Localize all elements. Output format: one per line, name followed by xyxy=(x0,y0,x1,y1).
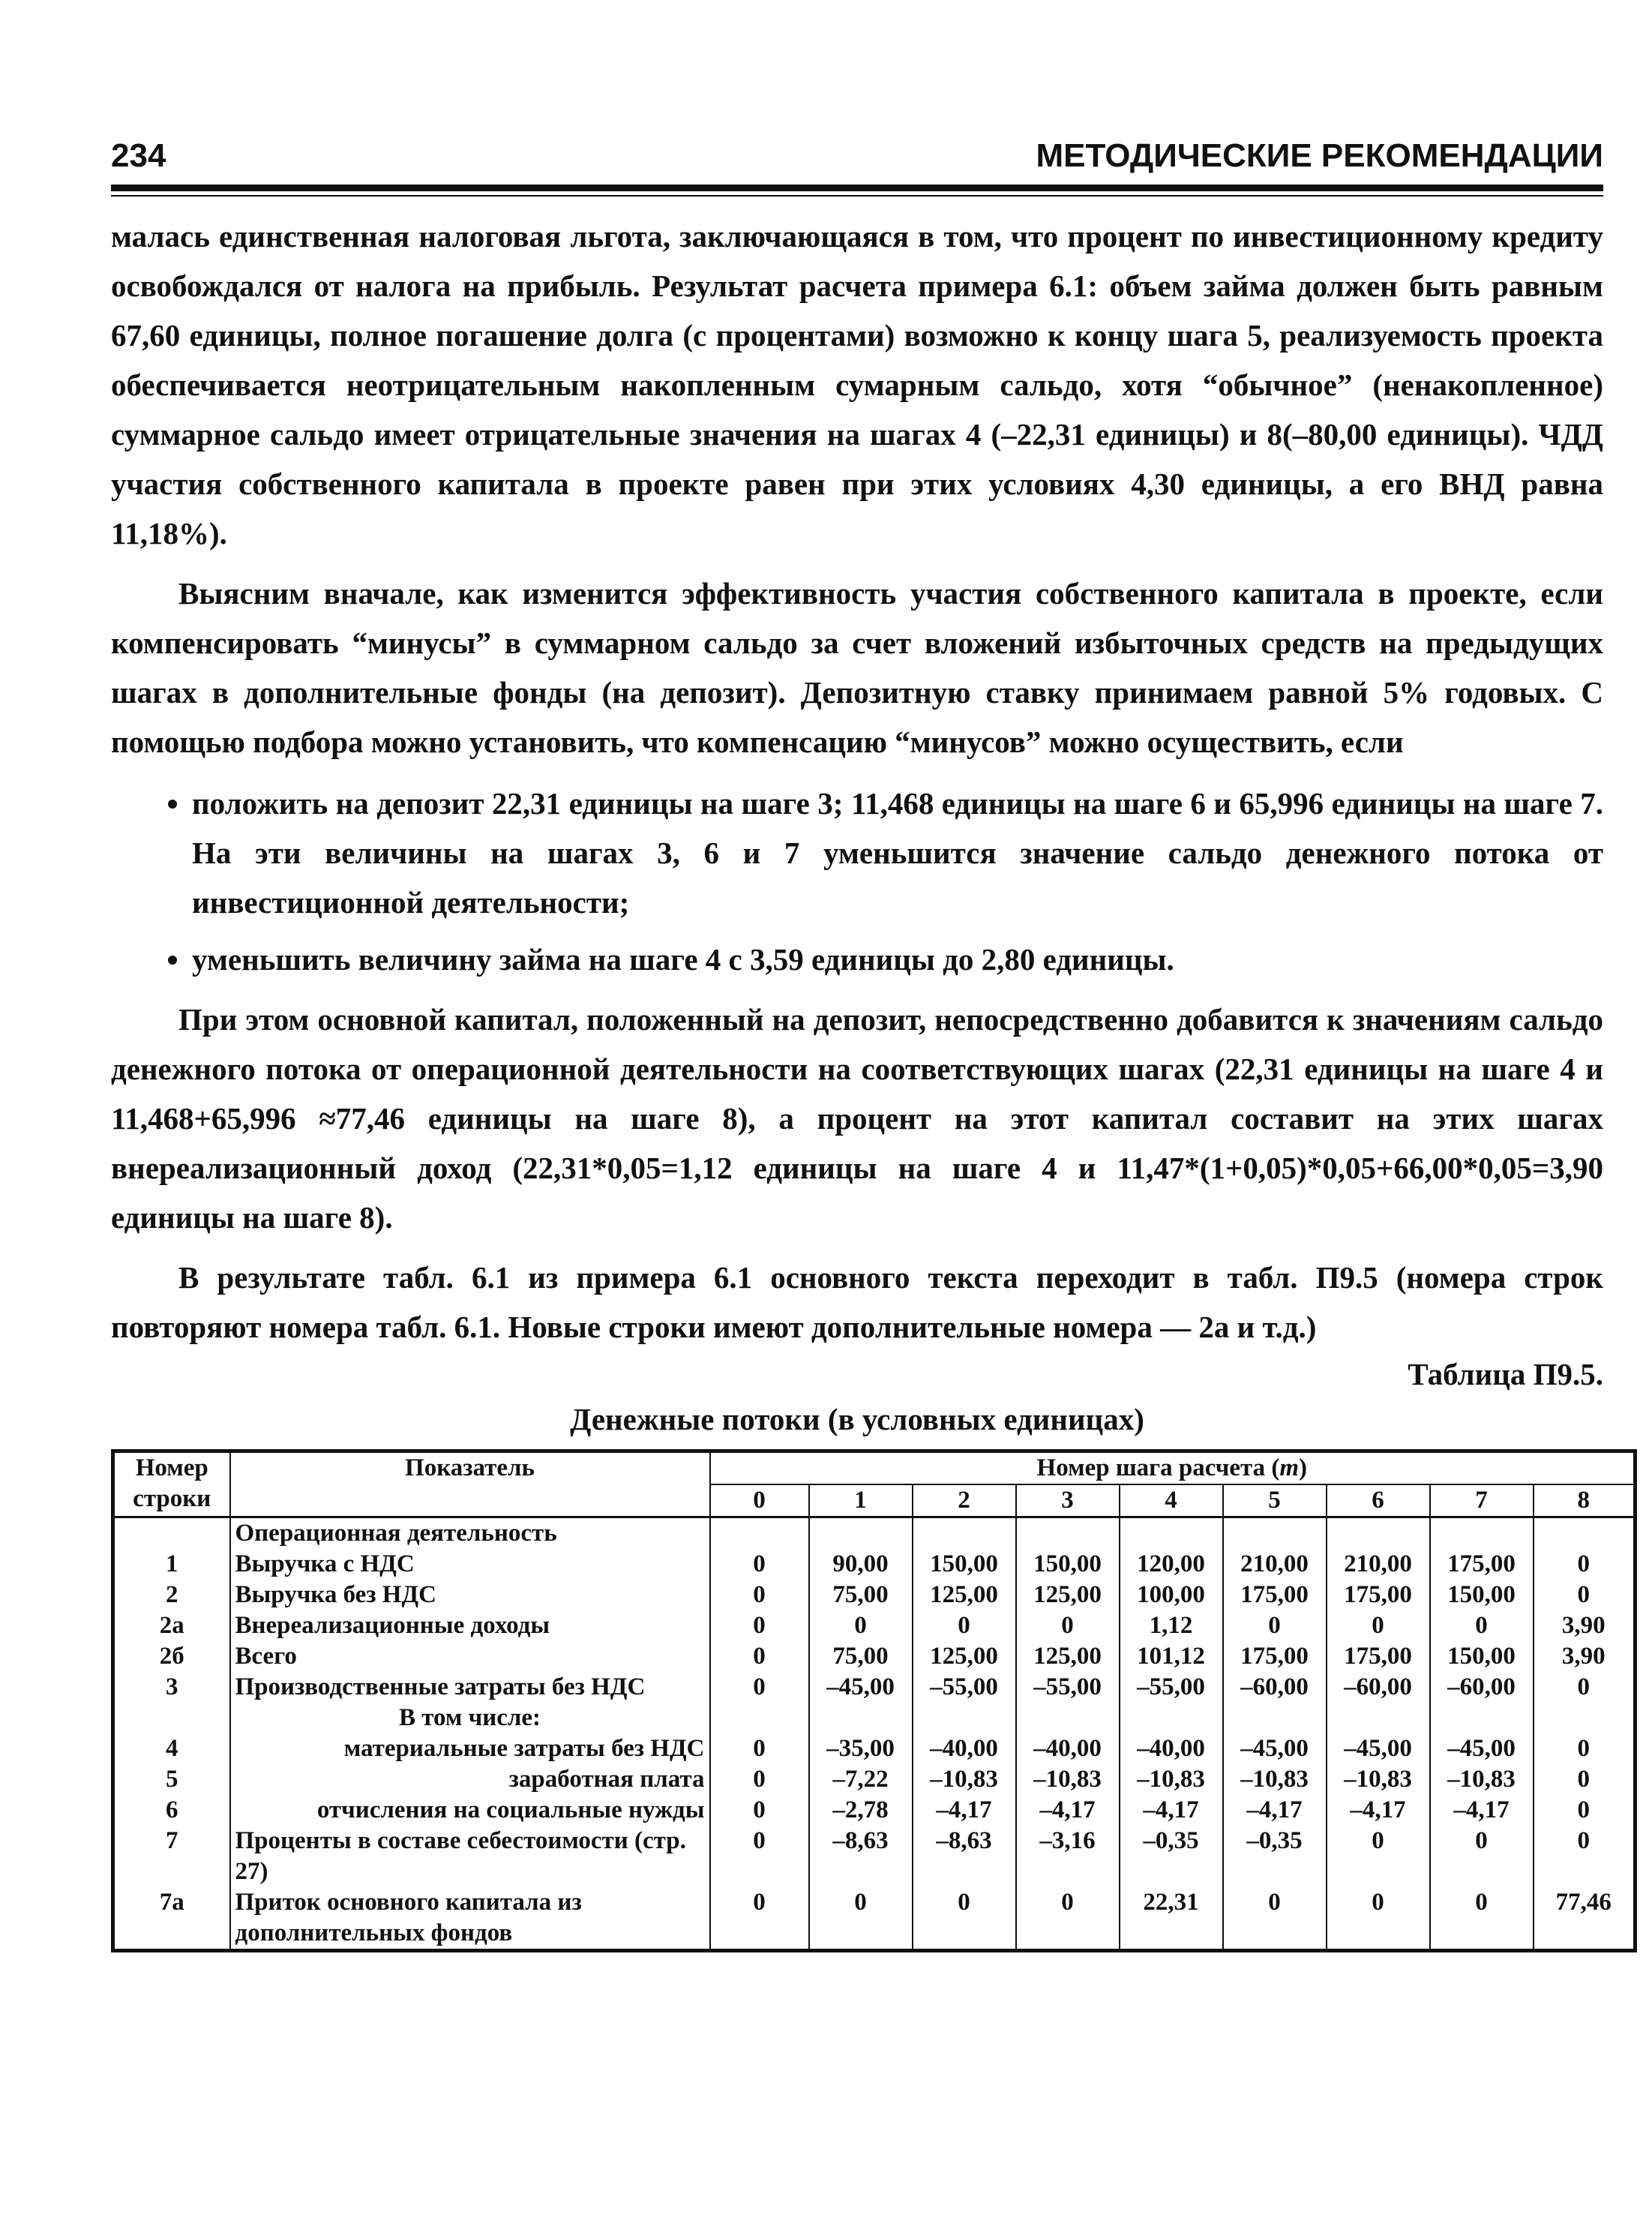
row-number: 3 xyxy=(113,1672,230,1703)
cell-value xyxy=(1430,1517,1534,1550)
cell-value: 150,00 xyxy=(913,1549,1016,1580)
running-title: МЕТОДИЧЕСКИЕ РЕКОМЕНДАЦИИ xyxy=(1036,137,1603,174)
cell-value: 0 xyxy=(1016,1610,1120,1641)
cell-value xyxy=(710,1703,809,1733)
cell-value: 0 xyxy=(913,1887,1016,1951)
row-label: материальные затраты без НДС xyxy=(230,1733,710,1764)
cash-flow-table xyxy=(111,1449,1637,1952)
paragraph-result: В результате табл. 6.1 из примера 6.1 основного текста переходит в табл. П9.5 (номера строк повторяют номера табл. 6.1. Новые строки имеют дополнительные номера — 2а и т.д.) xyxy=(111,1260,1603,1344)
cell-value: 101,12 xyxy=(1120,1641,1223,1672)
cell-value: 125,00 xyxy=(1016,1641,1120,1672)
cell-value: 0 xyxy=(1534,1549,1636,1580)
cell-value xyxy=(710,1517,809,1550)
cell-value: –10,83 xyxy=(1430,1764,1534,1795)
cell-value: 0 xyxy=(710,1672,809,1703)
cell-value xyxy=(1223,1517,1327,1550)
cell-value xyxy=(1327,1517,1430,1550)
cell-value: 0 xyxy=(1327,1610,1430,1641)
cell-value: 75,00 xyxy=(809,1580,913,1610)
cell-value: 0 xyxy=(1534,1826,1636,1887)
row-number: 2 xyxy=(113,1580,230,1610)
cell-value: –55,00 xyxy=(1120,1672,1223,1703)
header-step-7: 7 xyxy=(1430,1484,1534,1517)
cell-value: 0 xyxy=(710,1826,809,1887)
cell-value: 150,00 xyxy=(1430,1641,1534,1672)
header-rule-thin xyxy=(111,195,1603,197)
row-number: 1 xyxy=(113,1549,230,1580)
header-step-6: 6 xyxy=(1327,1484,1430,1517)
row-label: Операционная деятельность xyxy=(230,1517,710,1550)
bullet-item xyxy=(111,935,1603,984)
cell-value xyxy=(1534,1517,1636,1550)
row-number xyxy=(113,1517,230,1550)
cell-value: –10,83 xyxy=(1016,1764,1120,1795)
paragraph-compensation: Выясним вначале, как изменится эффективность участия собственного капитала в проекте, если компенсировать “минусы” в суммарном сальдо за счет вложений избыточных средств на предыдущих шагах в дополнительные фонды (на депозит). Депозитную ставку принимаем равной 5% годовых. С помощью подбора можно установить, что компенсацию “минусов” можно осуществить, если xyxy=(111,576,1603,759)
cell-value: –55,00 xyxy=(1016,1672,1120,1703)
cell-value: 0 xyxy=(1016,1887,1120,1951)
cell-value xyxy=(913,1517,1016,1550)
row-label: заработная плата xyxy=(230,1764,710,1795)
cell-value: –40,00 xyxy=(1016,1733,1120,1764)
row-number: 6 xyxy=(113,1795,230,1826)
cell-value: 210,00 xyxy=(1327,1549,1430,1580)
cell-value: 175,00 xyxy=(1327,1580,1430,1610)
cell-value: 175,00 xyxy=(1327,1641,1430,1672)
cell-value: –10,83 xyxy=(1327,1764,1430,1795)
row-number: 7а xyxy=(113,1887,230,1951)
table-row xyxy=(113,1733,1636,1764)
cell-value: –2,78 xyxy=(809,1795,913,1826)
cell-value: –4,17 xyxy=(1223,1795,1327,1826)
cell-value: –8,63 xyxy=(913,1826,1016,1887)
cell-value: –4,17 xyxy=(913,1795,1016,1826)
paragraph-continuation: малась единственная налоговая льгота, заключающаяся в том, что процент по инвестиционному кредиту освобождался от налога на прибыль. Результат расчета примера 6.1: объем займа должен быть равным 67,60 единицы, полное погашение долга (с процентами) возможно к концу шага 5, реализуемость проекта обеспечивается неотрицательным накопленным сумарным сальдо, хотя “обычное” (ненакопленное) суммарное сальдо имеет отрицательные значения на шагах 4 (–22,31 единицы) и 8(–80,00 единицы). ЧДД участия собственного капитала в проекте равен при этих условиях 4,30 единицы, а его ВНД равна 11,18%). xyxy=(111,219,1603,551)
cell-value: 0 xyxy=(809,1610,913,1641)
cell-value: 0 xyxy=(710,1795,809,1826)
cell-value: 0 xyxy=(710,1764,809,1795)
row-label: Выручка с НДС xyxy=(230,1549,710,1580)
cell-value: –0,35 xyxy=(1223,1826,1327,1887)
row-number: 4 xyxy=(113,1733,230,1764)
cell-value: –10,83 xyxy=(913,1764,1016,1795)
cell-value: –55,00 xyxy=(913,1672,1016,1703)
cell-value: –40,00 xyxy=(1120,1733,1223,1764)
bullet-text: уменьшить величину займа на шаге 4 с 3,59 единицы до 2,80 единицы. xyxy=(192,942,1174,977)
cell-value xyxy=(1120,1703,1223,1733)
cell-value: 75,00 xyxy=(809,1641,913,1672)
cell-value: 125,00 xyxy=(1016,1580,1120,1610)
cell-value: –7,22 xyxy=(809,1764,913,1795)
cell-value: –10,83 xyxy=(1120,1764,1223,1795)
page-number: 234 xyxy=(111,137,166,174)
cell-value: 100,00 xyxy=(1120,1580,1223,1610)
cell-value: 0 xyxy=(1534,1764,1636,1795)
cell-value: 0 xyxy=(1327,1887,1430,1951)
table-row xyxy=(113,1764,1636,1795)
cell-value: 0 xyxy=(710,1610,809,1641)
bullet-dot-icon xyxy=(168,956,177,965)
cell-value: 150,00 xyxy=(1430,1580,1534,1610)
table-row xyxy=(113,1641,1636,1672)
cell-value: –40,00 xyxy=(913,1733,1016,1764)
cell-value: 0 xyxy=(1223,1887,1327,1951)
cell-value: 0 xyxy=(1430,1826,1534,1887)
header-indicator: Показатель xyxy=(230,1451,710,1517)
cell-value: 0 xyxy=(710,1887,809,1951)
cell-value xyxy=(1223,1703,1327,1733)
cell-value: 150,00 xyxy=(1016,1549,1120,1580)
cell-value: –4,17 xyxy=(1016,1795,1120,1826)
table-row xyxy=(113,1703,1636,1733)
cell-value: 0 xyxy=(1534,1795,1636,1826)
cell-value: 0 xyxy=(1327,1826,1430,1887)
table-row xyxy=(113,1610,1636,1641)
paragraph-capital: При этом основной капитал, положенный на депозит, непосредственно добавится к значениям сальдо денежного потока от операционной деятельности на соответствующих шагах (22,31 единицы на шаге 4 и 11,468+65,996 ≈77,46 единицы на шаге 8), а процент на этот капитал составит на этих шагах внереализационный доход (22,31*0,05=1,12 единицы на шаге 4 и 11,47*(1+0,05)*0,05+66,00*0,05=3,90 единицы на шаге 8). xyxy=(111,1002,1603,1235)
cell-value: –45,00 xyxy=(1430,1733,1534,1764)
cell-value: –45,00 xyxy=(809,1672,913,1703)
table-title: Денежные потоки (в условных единицах) xyxy=(570,1402,1144,1436)
table-body xyxy=(113,1517,1636,1951)
table-row xyxy=(113,1795,1636,1826)
row-label: Выручка без НДС xyxy=(230,1580,710,1610)
cell-value: –45,00 xyxy=(1223,1733,1327,1764)
cell-value xyxy=(809,1517,913,1550)
header-step-2: 2 xyxy=(913,1484,1016,1517)
cell-value: 210,00 xyxy=(1223,1549,1327,1580)
row-label: Всего xyxy=(230,1641,710,1672)
cell-value: 0 xyxy=(710,1549,809,1580)
table-row xyxy=(113,1549,1636,1580)
row-number: 5 xyxy=(113,1764,230,1795)
cell-value xyxy=(1016,1517,1120,1550)
row-label: В том числе: xyxy=(230,1703,710,1733)
cell-value: 120,00 xyxy=(1120,1549,1223,1580)
cell-value: 0 xyxy=(1430,1610,1534,1641)
cell-value: 0 xyxy=(809,1887,913,1951)
bullet-item xyxy=(111,779,1603,927)
cell-value xyxy=(809,1703,913,1733)
cell-value: 77,46 xyxy=(1534,1887,1636,1951)
header-steps: Номер шага расчета (m) xyxy=(710,1451,1636,1485)
cell-value xyxy=(913,1703,1016,1733)
cell-value xyxy=(1534,1703,1636,1733)
cell-value: –3,16 xyxy=(1016,1826,1120,1887)
cell-value: 3,90 xyxy=(1534,1610,1636,1641)
cell-value: 0 xyxy=(1223,1610,1327,1641)
cell-value: 175,00 xyxy=(1430,1549,1534,1580)
cell-value: –60,00 xyxy=(1430,1672,1534,1703)
row-number: 2б xyxy=(113,1641,230,1672)
bullet-text: положить на депозит 22,31 единицы на шаге 3; 11,468 единицы на шаге 6 и 65,996 единицы на шаге 7. На эти величины на шагах 3, 6 и 7 уменьшится значение сальдо денежного потока от инвестиционной деятельности; xyxy=(192,786,1603,920)
bullet-list xyxy=(111,779,1603,984)
cell-value: 0 xyxy=(710,1580,809,1610)
row-label: отчисления на социальные нужды xyxy=(230,1795,710,1826)
table-number: Таблица П9.5. xyxy=(1408,1357,1603,1391)
page xyxy=(111,120,1612,1952)
page-header xyxy=(111,120,1603,173)
cell-value: 125,00 xyxy=(913,1580,1016,1610)
row-number: 2а xyxy=(113,1610,230,1641)
cell-value xyxy=(1120,1517,1223,1550)
cell-value: 0 xyxy=(913,1610,1016,1641)
row-number: 7 xyxy=(113,1826,230,1887)
cell-value: 1,12 xyxy=(1120,1610,1223,1641)
row-label: Производственные затраты без НДС xyxy=(230,1672,710,1703)
cell-value: 0 xyxy=(1534,1672,1636,1703)
row-number xyxy=(113,1703,230,1733)
cell-value: 90,00 xyxy=(809,1549,913,1580)
cell-value: 0 xyxy=(1430,1887,1534,1951)
cell-value: –4,17 xyxy=(1430,1795,1534,1826)
cell-value: –10,83 xyxy=(1223,1764,1327,1795)
bullet-dot-icon xyxy=(168,800,177,809)
table-row xyxy=(113,1887,1636,1951)
cell-value: 3,90 xyxy=(1534,1641,1636,1672)
cell-value: 0 xyxy=(1534,1733,1636,1764)
cell-value xyxy=(1430,1703,1534,1733)
cell-value: –45,00 xyxy=(1327,1733,1430,1764)
cell-value: –0,35 xyxy=(1120,1826,1223,1887)
table-row xyxy=(113,1826,1636,1887)
cell-value xyxy=(1327,1703,1430,1733)
header-step-5: 5 xyxy=(1223,1484,1327,1517)
header-rule xyxy=(111,185,1603,191)
cell-value: 0 xyxy=(710,1733,809,1764)
header-row-number: Номер строки xyxy=(113,1451,230,1517)
cell-value: 0 xyxy=(1534,1580,1636,1610)
cell-value: 175,00 xyxy=(1223,1641,1327,1672)
table-row xyxy=(113,1517,1636,1550)
row-label: Приток основного капитала из дополнительных фондов xyxy=(230,1887,710,1951)
cell-value: –4,17 xyxy=(1327,1795,1430,1826)
cell-value: 175,00 xyxy=(1223,1580,1327,1610)
table-row xyxy=(113,1672,1636,1703)
header-step-8: 8 xyxy=(1534,1484,1636,1517)
row-label: Внереализационные доходы xyxy=(230,1610,710,1641)
cell-value: 22,31 xyxy=(1120,1887,1223,1951)
cell-value: 0 xyxy=(710,1641,809,1672)
cell-value: 125,00 xyxy=(913,1641,1016,1672)
row-label: Проценты в составе себестоимости (стр. 27) xyxy=(230,1826,710,1887)
cell-value xyxy=(1016,1703,1120,1733)
header-step-3: 3 xyxy=(1016,1484,1120,1517)
header-step-4: 4 xyxy=(1120,1484,1223,1517)
header-step-0: 0 xyxy=(710,1484,809,1517)
table-row xyxy=(113,1580,1636,1610)
cell-value: –60,00 xyxy=(1327,1672,1430,1703)
cell-value: –35,00 xyxy=(809,1733,913,1764)
header-step-1: 1 xyxy=(809,1484,913,1517)
cell-value: –60,00 xyxy=(1223,1672,1327,1703)
cell-value: –8,63 xyxy=(809,1826,913,1887)
cell-value: –4,17 xyxy=(1120,1795,1223,1826)
